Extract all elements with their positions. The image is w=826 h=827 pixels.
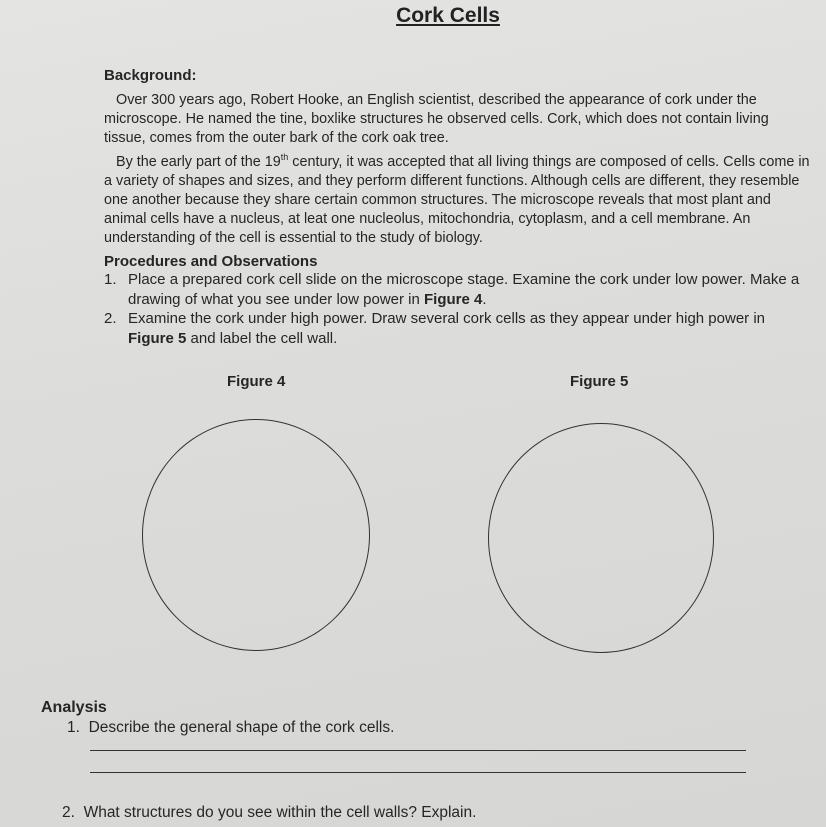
figure-4-label: Figure 4 xyxy=(227,373,286,390)
procedures-heading: Procedures and Observations xyxy=(104,253,318,270)
step-text-end: and label the cell wall. xyxy=(186,329,338,347)
paragraph-2-text-start: By the early part of the 19 xyxy=(116,153,281,170)
procedure-step xyxy=(104,309,804,348)
background-text xyxy=(104,72,814,248)
background-heading: Background: xyxy=(104,67,197,84)
step-text-end: . xyxy=(482,290,487,308)
analysis-heading: Analysis xyxy=(41,699,107,716)
procedures-list xyxy=(104,270,804,348)
background-paragraph-1: Over 300 years ago, Robert Hooke, an English scientist, described the appearance of cork under the microscope. He named the tine, boxlike structures he observed cells. Cork, which does not contain living tissue, comes from the outer bark of the cork oak tree. xyxy=(104,92,769,146)
step-figure-ref: Figure 4 xyxy=(424,290,483,308)
figure-5-label: Figure 5 xyxy=(570,373,629,390)
question-text: What structures do you see within the cell walls? Explain. xyxy=(83,804,477,821)
answer-line-2[interactable] xyxy=(90,772,746,773)
step-figure-ref: Figure 5 xyxy=(128,329,187,347)
procedure-step xyxy=(104,270,804,309)
figure-5-drawing-circle[interactable] xyxy=(488,423,714,653)
worksheet-title: Cork Cells xyxy=(396,4,500,27)
analysis-question-1 xyxy=(67,719,394,737)
question-number: 2. xyxy=(62,804,75,821)
answer-line-1[interactable] xyxy=(90,750,746,751)
figure-4-drawing-circle[interactable] xyxy=(142,419,370,651)
step-number: 1. xyxy=(104,271,117,288)
step-text: Place a prepared cork cell slide on the microscope stage. Examine the cork under low power. Make a drawing of what you see under low power in xyxy=(128,271,800,308)
background-paragraph-2 xyxy=(104,148,814,248)
question-number: 1. xyxy=(67,719,80,736)
paragraph-2-superscript: th xyxy=(280,152,289,162)
step-text: Examine the cork under high power. Draw several cork cells as they appear under high power in xyxy=(128,310,766,327)
paragraph-2-text-end: century, it was accepted that all living things are composed of cells. Cells come in a variety of shapes and sizes, and they perform different functions. Although cells are different, they resemble one another because they share certain common structures. The microscope reveals that most plant and animal cells have a nucleus, at leat one nucleolus, mitochondria, cytoplasm, and a cell membrane. An understanding of the cell is essential to the study of biology. xyxy=(104,153,810,246)
step-number: 2. xyxy=(104,310,117,327)
question-text: Describe the general shape of the cork cells. xyxy=(88,719,395,736)
analysis-question-2 xyxy=(62,804,476,822)
